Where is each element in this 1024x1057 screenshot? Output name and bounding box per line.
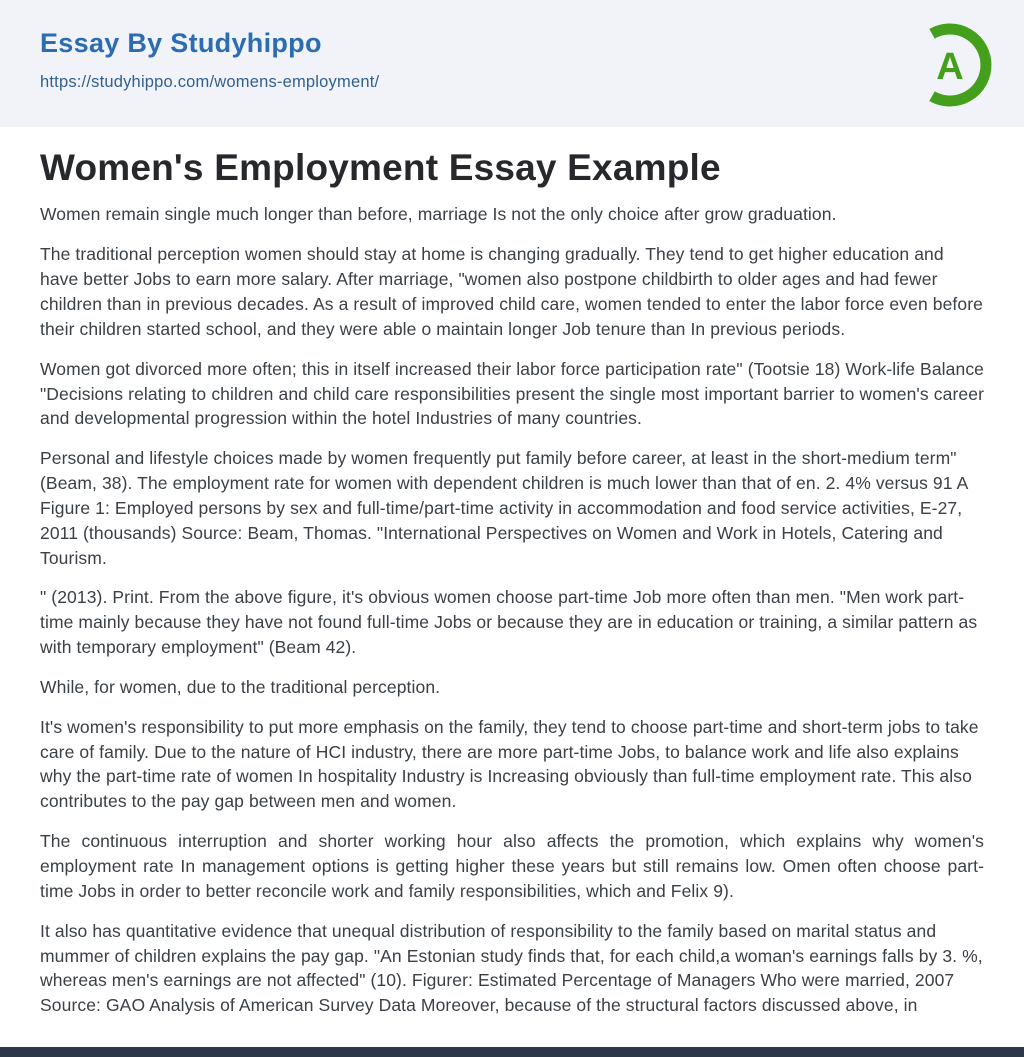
essay-paragraph: Personal and lifestyle choices made by women frequently put family before career, at least in the short-medium term" (Beam, 38). The employment rate for women with dependent children is much lower than that of en. 2. 4% versus 91 A Figure 1: Employed persons by sex and full-time/part-time activity in accommodation and food service activities, E-27, 2011 (thousands) Source: Beam, Thomas. "International Perspectives on Women and Work in Hotels, Catering and Tourism. [40, 448, 968, 568]
page-header [0, 0, 1024, 127]
studyhippo-logo-icon [906, 21, 994, 109]
brand-title: Essay By Studyhippo [40, 28, 322, 58]
essay-paragraph: It's women's responsibility to put more emphasis on the family, they tend to choose part-time and short-term jobs to take care of family. Due to the nature of HCI industry, there are more part-time Jobs, to balance work and life also explains why the part-time rate of women In hospitality Industry is Increasing obviously than full-time employment rate. This also contributes to the pay gap between men and women. [40, 716, 979, 812]
essay-paragraph: While, for women, due to the traditional perception. [40, 676, 441, 697]
essay-title: Women's Employment Essay Example [40, 147, 721, 188]
essay-paragraph: It also has quantitative evidence that unequal distribution of responsibility to the family based on marital status and mummer of children explains the pay gap. "An Estonian study finds that, for each child,a woman's earnings falls by 3. %, whereas men's earnings are not affected" (10). Figurer: Estimated Percentage of Managers Who were married, 2007 Source: GAO Analysis of American Survey Data Moreover, because of the structural factors discussed above, in [40, 920, 983, 1016]
essay-paragraph: Women remain single much longer than before, marriage Is not the only choice after grow graduation. [40, 204, 837, 225]
source-url-link[interactable]: https://studyhippo.com/womens-employment/ [40, 73, 380, 91]
essay-paragraph: The continuous interruption and shorter working hour also affects the promotion, which explains why women's employment rate In management options is getting higher these years but still remains low. Omen often choose part-time Jobs in order to better reconcile work and family responsibilities, which and Felix 9). [40, 831, 984, 901]
logo-ring-icon [906, 21, 994, 109]
essay-paragraph: Women got divorced more often; this in itself increased their labor force participation rate" (Tootsie 18) Work-life Balance "Decisions relating to children and child care responsibilities present the single most important barrier to women's career and developmental progression within the hotel Industries of many countries. [40, 358, 984, 429]
essay-paragraph: " (2013). Print. From the above figure, it's obvious women choose part-time Job more often than men. "Men work part-time mainly because they have not found full-time Jobs or because they are in education or training, a similar pattern as with temporary employment" (Beam 42). [40, 587, 978, 658]
bottom-bar [0, 1047, 1024, 1057]
brand-block [40, 28, 994, 92]
essay-content [0, 127, 1024, 1018]
logo-letter: A [936, 46, 964, 88]
essay-body [40, 202, 984, 1018]
essay-paragraph: The traditional perception women should stay at home is changing gradually. They tend to get higher education and have better Jobs to earn more salary. After marriage, "women also postpone childbirth to older ages and had fewer children than in previous decades. As a result of improved child care, women tended to enter the labor force even before their children started school, and they were able o maintain longer Job tenure than In previous periods. [40, 244, 983, 339]
